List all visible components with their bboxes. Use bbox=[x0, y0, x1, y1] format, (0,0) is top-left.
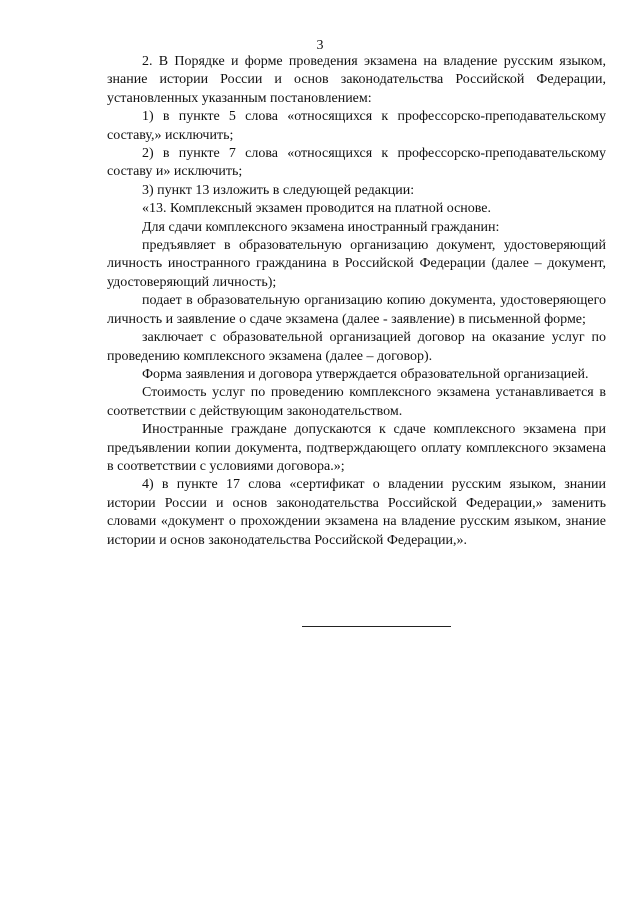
item-13-submit-copy: подает в образовательную организацию копию документа, удостоверяющего личность и заявление о сдаче экзамена (далее - заявление) в письменной форме; bbox=[107, 293, 606, 327]
paragraph-2: 2. В Порядке и форме проведения экзамена на владение русским языком, знание истории России и основ законодательства Российской Федерации, установленных указанным постановлением: bbox=[107, 54, 606, 106]
item-13-forms: Форма заявления и договора утверждается образовательной организацией. bbox=[142, 366, 589, 382]
subparagraph-2: 2) в пункте 7 слова «относящихся к профессорско-преподавательскому составу и» исключить; bbox=[107, 146, 606, 180]
document-body bbox=[107, 53, 606, 550]
end-separator-line bbox=[302, 626, 451, 627]
item-13-intro: «13. Комплексный экзамен проводится на платной основе. bbox=[142, 201, 492, 217]
item-13-present-document: предъявляет в образовательную организацию документ, удостоверяющий личность иностранного гражданина в Российской Федерации (далее – документ, удостоверяющий личность); bbox=[107, 238, 606, 290]
subparagraph-1: 1) в пункте 5 слова «относящихся к профессорско-преподавательскому составу,» исключить; bbox=[107, 109, 606, 143]
subparagraph-3: 3) пункт 13 изложить в следующей редакции: bbox=[142, 182, 415, 198]
item-13-conditions-heading: Для сдачи комплексного экзамена иностранный гражданин: bbox=[142, 219, 500, 235]
page-number: 3 bbox=[316, 38, 324, 53]
item-13-contract: заключает с образовательной организацией договор на оказание услуг по проведению комплексного экзамена (далее – договор). bbox=[107, 330, 606, 364]
item-13-cost: Стоимость услуг по проведению комплексного экзамена устанавливается в соответствии с действующим законодательством. bbox=[107, 385, 606, 419]
item-13-admission: Иностранные граждане допускаются к сдаче комплексного экзамена при предъявлении копии документа, подтверждающего оплату комплексного экзамена в соответствии с условиями договора.»; bbox=[107, 422, 606, 474]
subparagraph-4: 4) в пункте 17 слова «сертификат о владении русским языком, знании истории России и основ законодательства Российской Федерации,» заменить словами «документ о прохождении экзамена на владение русским языком, знание истории и основ законодательства Российской Федерации,». bbox=[107, 477, 606, 548]
